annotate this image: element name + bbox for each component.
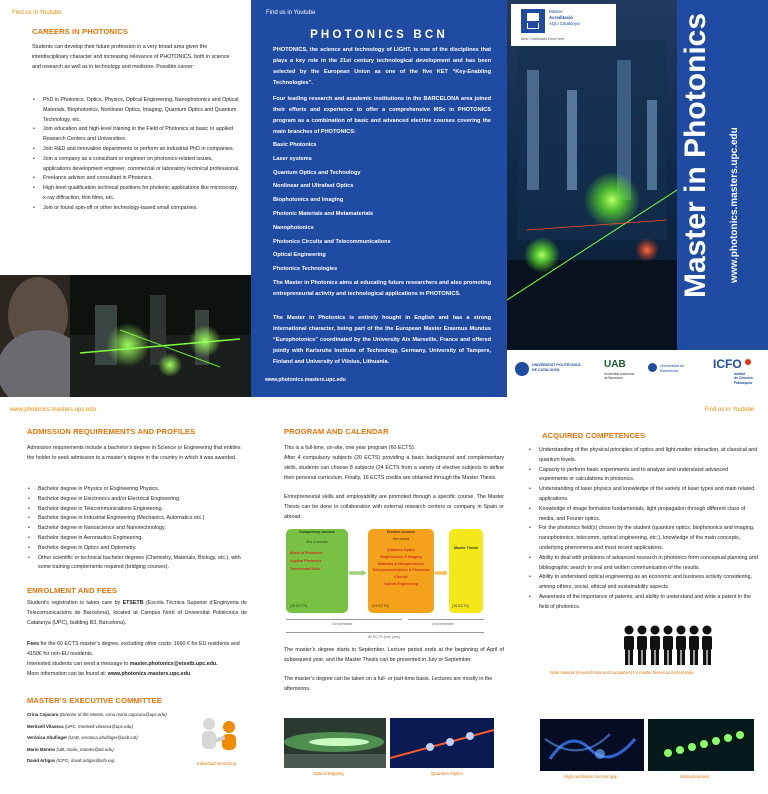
program-paragraph: Four leading research and academic institutions in the BARCELONA area joined their efforts and experience to offer a comprehensive MSc in PHOTONICS program as a combination of basic and advanced elective courses covering the main branches of PHOTONICS: [273, 96, 491, 135]
person-icon [650, 626, 660, 666]
member-name: Verónica Ahufinger [27, 735, 68, 741]
badge-line-1: Màster [549, 9, 563, 14]
semester-1-line [286, 619, 402, 620]
compulsory-item: Basis of Photonics [290, 551, 323, 555]
arrow-icon [349, 570, 367, 576]
thesis-box [449, 529, 483, 613]
branch-item: Nanophotonics [273, 224, 314, 231]
aqu-accreditation-badge [511, 4, 616, 46]
competence-item: • Ability to understand optical engineering as an economic and business activity considering, among others, social, ethical and sustainability aspects. [528, 573, 758, 593]
admission-item: • Bachelor degree in Physics or Engineering Physics. [27, 485, 249, 495]
careers-title: CAREERS IN PHOTONICS [32, 27, 128, 36]
member-role: (UAB, veronica.ahufinger@uab.cat) [67, 735, 138, 741]
competences-panel [512, 397, 768, 794]
nanophotonics-photo [648, 719, 754, 771]
bottom-website-url[interactable]: www.photonics.masters.upc.edu [10, 407, 97, 413]
contact-label: Interested students can send a message to [27, 661, 130, 667]
arrow-icon [435, 570, 448, 576]
badge-line-2: Acreditació [549, 14, 573, 20]
compulsory-sub: first 4 courses [306, 540, 328, 544]
elective-item: Biophotonics & Imaging [380, 554, 422, 559]
optical-trapping-caption: Optical trapping [313, 771, 344, 776]
branch-item: Photonics Technologies [273, 266, 338, 273]
compulsory-items [290, 550, 346, 574]
member-name: Crina Cojocaru [27, 712, 59, 717]
competence-item: • Ability to deal with problems of advanced research in photonics from conceptual planning and bibliographic search to oral and written communication of the results. [528, 554, 758, 574]
program-p3: Entrepreneurial skills and employability are promoted through a specific course. The Master Thesis can be done in collaboration with external research centers or company in Spain or abroad. [284, 494, 504, 520]
member-name: Mario Montes [27, 746, 56, 752]
people-network-image [622, 624, 716, 666]
branch-item: Basic Photonics [273, 142, 317, 148]
people-caption: Wide network (research labs and companies) for master theses and internships [550, 670, 694, 675]
admission-intro: Admission requirements include a bachelor’s degree in Science or Engineering that entitles the holder to seek admission to a master’s degree in the country in which it was awarded. [27, 445, 241, 461]
semester-2-line [408, 619, 484, 620]
uab-logo: UAB [604, 359, 626, 370]
admission-item: • Bachelor degree in Optics and Optometry. [27, 544, 249, 554]
contact-text [27, 660, 252, 670]
more-info-label: More information can be found at: [27, 671, 108, 677]
fees-label: Fees [27, 641, 40, 647]
upc-name-1: UNIVERSITAT POLITÈCNICA [532, 363, 581, 367]
quantum-optics-caption: Quantum Optics [431, 771, 463, 776]
uab-name-1: Universitat Autònoma [604, 372, 635, 376]
enrol-text-c: (Escola Tècnica Superior d’Enginyeria de Telecomunicacions de Barcelona), located at Campus Nord of Universitat Politècnica de Catalunya (UPC), building B3, Barcelona). [27, 600, 247, 626]
uab-name-2: de Barcelona [604, 376, 623, 381]
icfo-logo: ICFO [713, 357, 742, 371]
program-title: PROGRAM AND CALENDAR [284, 427, 389, 436]
contact-email[interactable]: master.photonics@etsetb.upc.edu. [129, 661, 218, 667]
person-icon [702, 626, 712, 666]
ub-logo-icon [648, 363, 657, 372]
careers-list [32, 96, 240, 214]
fees-text [27, 640, 247, 660]
member-role: (Director of the Master, crina.maria.cojocaru@upc.edu) [58, 712, 167, 717]
elective-item: Materials & Nanophotonics [377, 561, 425, 566]
person-icon [689, 626, 699, 666]
thesis-title: Master Thesis [454, 546, 478, 550]
quantum-optics-photo [390, 718, 494, 768]
laser-lab-photo [0, 275, 251, 397]
person-icon [676, 626, 686, 666]
elective-sub: free choice [392, 537, 410, 541]
career-item: • PhD in Photonics, Optics, Physics, Optical Engineering, Nanophotonics and Optical Materials, Biophotonics, Nonlinear Optics, Imaging, Quantum Optics and Quantum Technology, etc. [32, 96, 240, 125]
committee-list [27, 709, 197, 767]
etsetb-label: ETSETB [122, 600, 144, 606]
enrol-text-a: Student’s registration is taken care by [27, 600, 123, 606]
competence-item: • Awareness of the importance of patents, and ability to understand and write a patent in the field of photonics. [528, 593, 758, 613]
intro-paragraph: PHOTONICS, the science and technology of LIGHT, is one of the disciplines that plays a key role in the 21st century technological development and has been selected by the European Union as one of the five KET “Key-Enabling Technologies”. [273, 47, 491, 86]
elective-item: Optical Engineering [384, 582, 418, 587]
committee-title: MASTER’S EXECUTIVE COMMITTEE [27, 696, 162, 705]
total-label: 60 ECTS (one year) [368, 635, 400, 639]
photonics-bcn-panel [251, 0, 507, 397]
elective-item: Telecommunications & Photonics Circuits [372, 568, 430, 580]
competence-item: • Understanding of laser physics and knowledge of the variety of laser types and main related applications. [528, 485, 758, 505]
more-info-url[interactable]: www.photonics.masters.upc.edu [107, 671, 191, 677]
semester-1-label: 1st semester [332, 622, 353, 626]
career-item: • Join a company as a consultant or engineer on photonics-related issues, applications development engineer, commercial or laboratory technical professional. [32, 155, 240, 175]
badge-note: Amb Certificació Excel·lent [521, 37, 564, 41]
badge-line-3: AQU Catalunya [549, 20, 580, 26]
icfo-dot-icon [745, 359, 751, 365]
branch-item: Laser systems [273, 155, 312, 162]
program-p5: The master’s degree can be taken on a full- or part-time basis. Lectures are mostly in the afternoons. [284, 676, 493, 692]
career-item: • Join or found spin-off or other technology-based small companies. [32, 204, 240, 214]
icfo-name-3: Fotòniques [734, 380, 753, 385]
website-url[interactable]: www.photonics.masters.upc.edu [265, 377, 346, 383]
ub-name-2: Barcelona [660, 368, 679, 374]
member-role: (UPC, meritxell.vilaseca@upc.edu) [63, 723, 133, 729]
person-icon [624, 626, 634, 666]
admission-panel [0, 397, 256, 794]
branch-item: Photonic Materials and Metamaterials [273, 210, 374, 217]
program-p2: After 4 compulsory subjects (20 ECTS) providing a basic background and complementary skills, students can choose 8 subjects (24 ECTS from a variety of elective subjects to define their personal curriculum. Finally, 16 ECTS credits are obtained through the Master Thesis. [284, 455, 504, 481]
aims-paragraph: The Master in Photonics aims at educating future researchers and also promoting entrepreneurial activity and technological applications in PHOTONICS. [273, 280, 491, 297]
cover-title-strip [677, 0, 768, 350]
branch-item: Optical Engineering [273, 252, 326, 259]
program-diagram [284, 526, 506, 644]
career-item: • Join R&D and innovation departments or perform an industrial PhD in companies. [32, 145, 240, 155]
upc-logo-icon [515, 362, 529, 376]
branch-item: Quantum Optics and Technology [273, 169, 361, 176]
admission-list [27, 485, 249, 573]
competence-item: • Capacity to perform basic experiments and to analyze and understand advanced experiments or calculations in photonics. [528, 466, 758, 486]
admission-item: • Other scientific or technical bachelor degrees (Chemistry, Materials, Biology, etc.), with some training complements required (bridging courses). [27, 554, 249, 574]
competence-item: • Understanding of the physical principles of optics and light-matter interaction, at classical and quantum levels. [528, 446, 758, 466]
thesis-ects: (16 ECTS) [452, 604, 469, 608]
partner-logos [507, 350, 768, 397]
aqu-logo-icon [521, 9, 545, 33]
committee-member [27, 755, 197, 767]
member-role: (UB, mario_montes@ub.edu) [55, 746, 114, 752]
enrolment-text [27, 599, 247, 628]
admission-item: • Bachelor degree in Industrial Engineering (Mechanics, Automatics etc.) [27, 514, 249, 524]
program-p1: This is a full-time, on-site, one year program (60 ECTS). [284, 445, 416, 451]
compulsory-ects: (20 ECTS) [290, 604, 307, 608]
semester-2-label: 2nd semester [432, 622, 454, 626]
enrolment-title: ENROLMENT AND FEES [27, 586, 118, 595]
careers-panel [0, 0, 251, 275]
cover-panel [507, 0, 768, 397]
elective-item: Quantum Optics [387, 548, 415, 552]
competence-item: • Knowledge of image formation fundamentals, light propagation through different class of media, and Fourier optics. [528, 505, 758, 525]
careers-intro: Students can develop their future profession in a very broad area given the interdisciplinary character and increasing relevance of PHOTONICS, both in science and research as well as in technology and medicine. Possible career: [32, 44, 230, 70]
person-icon [637, 626, 647, 666]
icfo-name-1: Institut [734, 372, 746, 376]
program-panel [256, 397, 512, 794]
brochure-inner-side [0, 397, 768, 794]
microscopy-caption: High resolution microscopy [564, 774, 617, 779]
branch-item: Biophotonics and Imaging [273, 197, 344, 204]
committee-member [27, 709, 197, 721]
committee-member [27, 744, 197, 756]
find-us-youtube-link[interactable]: Find us in Youtube [266, 10, 316, 16]
member-name: Meritxell Vilaseca [27, 723, 64, 729]
branch-item: Nonlinear and Ultrafast Optics [273, 183, 354, 190]
elective-ects: (24 ECTS) [372, 604, 389, 608]
career-item: • Join education and high-level training in the Field of Photonics at basic or applied Research Centers and Universities. [32, 125, 240, 145]
member-role: (ICFO, david.artigas@icfo.eu) [55, 758, 115, 764]
icfo-name-2: de Ciències [734, 376, 753, 381]
committee-member [27, 732, 197, 744]
fees-value: for the 60 ECTS master’s degree, excluding other costs: 1660 € for EU residents and 4150€ for non-EU residents. [27, 641, 240, 657]
admission-item: • Bachelor degree in Electronics and/or Electrical Engineering. [27, 495, 249, 505]
admission-title: ADMISSION REQUIREMENTS AND PROFILES [27, 427, 196, 436]
career-item: • Freelance advisor and consultant in Photonics. [32, 174, 240, 184]
member-name: David Artigas [27, 758, 56, 764]
find-us-youtube-link[interactable]: Find us in Youtube [704, 407, 754, 413]
elective-title: Elective courses [386, 530, 416, 534]
branch-item: Photonics Circuits and Telecommunications [273, 238, 391, 245]
master-in-photonics-title: Master in Photonics [679, 12, 712, 298]
mentoring-caption: Individual mentoring [197, 761, 237, 766]
competences-title: ACQUIRED COMPETENCES [542, 431, 646, 440]
mentoring-figures-image [195, 715, 245, 757]
international-paragraph: The Master in Photonics is entirely hought in English and has a strong international character, being part of the the European Master Erasmus Mundus “Europhotonics” coordinated by the University Aix Marseille, France and offered jointly with Karlsruhe Institute of Technology, Germany, University of Tampere, Finland and University of Vilnius, Lithuania. [273, 315, 491, 365]
upc-name-2: DE CATALUNYA [532, 367, 560, 372]
more-info-text [27, 670, 252, 680]
elective-items [372, 547, 430, 588]
compulsory-title: Compulsory courses [299, 530, 335, 534]
career-item: • High-level qualification technical positions for photonic applications like microscopy, x-ray diffraction, thin films, etc. [32, 184, 240, 204]
total-line [286, 632, 484, 633]
branches-list [273, 139, 491, 277]
photonics-bcn-title: PHOTONICS BCN [310, 29, 448, 41]
committee-member [27, 721, 197, 733]
person-icon [663, 626, 673, 666]
competence-item: • For the photonics field(s) chosen by the student (quantum optics, biophotonics and imaging, nanophotonics, telecomm, optical engineering, etc.), knowledge of the main concepts, underlying phenomena and most recent applications. [528, 524, 758, 553]
compulsory-item: Transversal Skills [290, 566, 321, 571]
program-p4: The master’s degree starts in September. Lecture period ends at the beginning of April of subsequent year, and the Master Thesis can be presented in July or September. [284, 647, 504, 663]
admission-item: • Bachelor degree in Aeronautics Engineering. [27, 534, 249, 544]
compulsory-item: Applied Photonics [290, 558, 322, 563]
optical-trapping-photo [284, 718, 386, 768]
microscopy-photo [540, 719, 644, 771]
admission-item: • Bachelor degree in Telecommunications Engineering. [27, 505, 249, 515]
ub-name-1: Universitat de [660, 363, 685, 368]
competences-list [528, 446, 758, 613]
cover-url[interactable]: www.photonics.masters.upc.edu [729, 127, 740, 283]
nanophotonics-caption: Nanophotonics [680, 774, 710, 779]
admission-item: • Bachelor degree in Nanoscience and Nanotechnology. [27, 524, 249, 534]
find-us-youtube-link[interactable]: Find us in Youtube [12, 10, 62, 16]
cover-laser-photo [507, 0, 677, 350]
